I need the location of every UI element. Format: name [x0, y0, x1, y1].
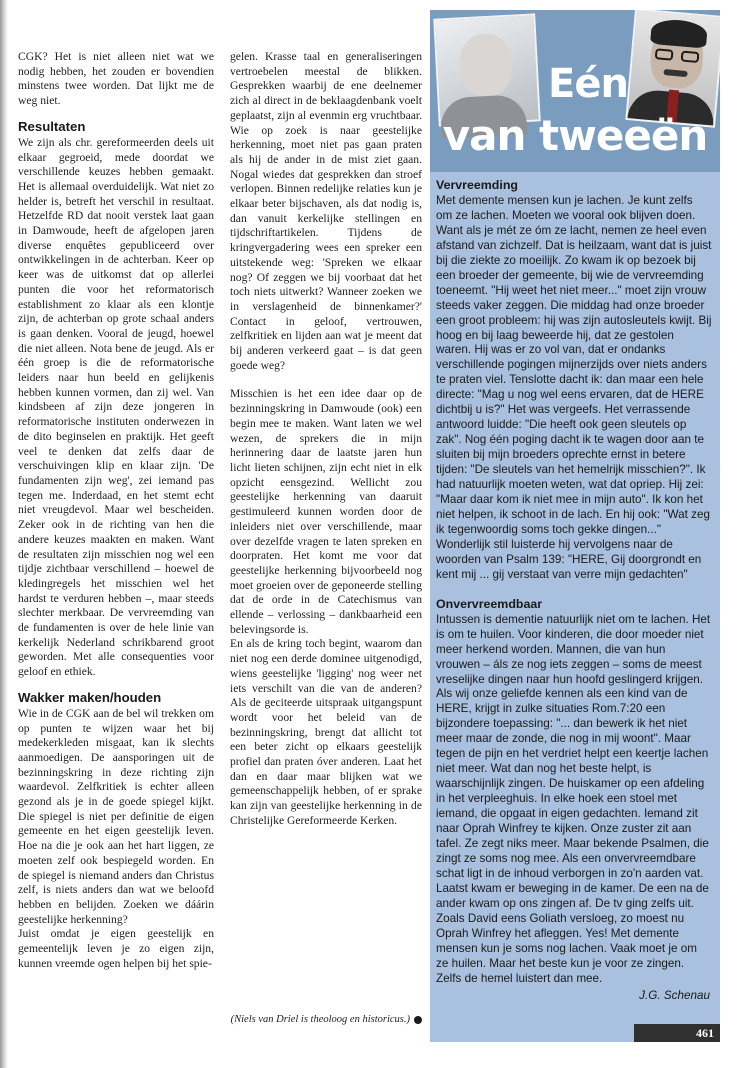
binding-shadow	[0, 0, 8, 1068]
column-left	[18, 50, 214, 971]
end-bullet-icon	[414, 1016, 422, 1024]
sidebar-title-line2: van tweeën	[442, 111, 708, 160]
middle-paragraph-2: Misschien is het een idee daar op de bezinningskring in Damwoude (ook) een begin mee te maken. Want laten we wel wezen, de sprekers die in mijn herinnering daar de laatste jaren hun licht lieten schijnen, zijn echt niet in elk opzicht eensgezind. Wellicht zou geestelijke herkenning van daaruit gestimuleerd kunnen worden door de inleiders niet over verschillende, maar over dezelfde vragen te laten spreken en doorpraten. Het komt me voor dat geestelijke herkenning bijvoorbeeld nog moet groeien over de geponeerde stelling dat de orde in de Catechismus van ellende – verlossing – dankbaarheid een belevingsorde is.	[230, 387, 422, 636]
column-middle	[230, 50, 422, 829]
sidebar-body	[430, 172, 720, 1042]
author-signature	[230, 1014, 422, 1025]
sidebar-author: J.G. Schenau	[639, 988, 710, 1002]
sidebar-title-line1: Eén	[548, 61, 628, 107]
sidebar-column	[430, 10, 720, 1042]
signature-text: (Niels van Driel is theoloog en historicus.)	[230, 1014, 410, 1025]
heading-resultaten: Resultaten	[18, 118, 86, 134]
tail-paragraph: Juist omdat je eigen geestelijk en gemeentelijk leven je zo eigen zijn, kunnen vreemde ogen helpen bij het spie-	[18, 927, 214, 970]
sidebar-banner	[430, 10, 720, 172]
page-number: 461	[634, 1024, 720, 1042]
onvervreemdbaar-paragraph: Intussen is dementie natuurlijk niet om te lachen. Het is om te huilen. Voor kinderen, die door moeder niet meer herkend worden. Mannen, die van hun vrouwen – áls ze nog iets zeggen – soms de meest vreselijke dingen naar hun hoofd geslingerd krijgen. Als wij onze geliefde kennen als een kind van de HERE, krijgt in zulke situaties Rom.7:20 een bijzondere toepassing: "... dan bewerk ik het niet meer maar de zonde, die nog in mij woont". Maar tegen de pijn en het verdriet helpt een keertje lachen niet meer. Wat dan nog het beste helpt, is waarschijnlijk zingen. De huiskamer op een afdeling in het verpleeghuis. In elke hoek een stoel met iemand, die opgaat in eigen gedachten. Iemand zit naar Oprah Winfrey te kijken. Onze zuster zit aan tafel. Ze zegt niks meer. Maar bekende Psalmen, die zingt ze soms nog mee. Als een onvervreemdbare schat ligt in de inhoud verborgen in zo'n aarden vat. Laatst kwam er beweging in de kamer. De een na de ander kwam op ons zingen af. De tv ging zelfs uit. Zoals David eens Goliath versloeg, zo moest nu Oprah Winfrey het afleggen. Yes! Met demente mensen kun je soms nog lachen. Vaak moet je om ze huilen. Maar het beste kun je voor ze zingen. Zelfs de hemel luistert dan mee.	[436, 612, 711, 985]
heading-wakker-maken: Wakker maken/houden	[18, 689, 162, 705]
heading-onvervreemdbaar: Onvervreemdbaar	[436, 596, 543, 611]
heading-vervreemding: Vervreemding	[436, 178, 518, 192]
resultaten-paragraph: We zijn als chr. gereformeerden deels uit elkaar gegroeid, mede doordat we verschillende keuzes hebben gemaakt. Het is allemaal overduidelijk. Wat niet zo helder is, betreft het verschil in resultaat. Hetzelfde RD dat nooit verstek laat gaan in Damwoude, heeft de afgelopen jaren diverse enquêtes gepubliceerd over ontwikkelingen in de achterban. Keer op keer was de uitkomst dat op allerlei punten die voor het reformatorisch establishment zo klaar als een klontje zijn, de achterban op grote schaal anders is gaan denken. Vooral de jeugd, hoewel die niet alleen. Nota bene de jeugd. Als er één groep is die de reformatorische leiders naar hun beeld en gelijkenis hebben kunnen vormen, dan zij wel. Van kindsbeen af zijn deze jongeren in reformatorische instituten onderwezen in de dito beginselen en praktijk. Het geeft veel te denken dat zelfs daar de verschuivingen klip en klaar zijn. 'De fundamenten zijn weg', zei iemand pas tegen me. Inderdaad, en het stemt echt niet vreugdevol. Maar wel bescheiden. Zeker ook in de richting van hen die andere keuzes maakten en maken. Want de resultaten zijn misschien nog wel een tijdje zichtbaar verschillend – hoewel de kledingregels het misschien wel het hardst te verduren hebben –, maar steeds slechter merkbaar. De vervreemding van de fundamenten is over de hele linie van kerkelijk Nederland schrikbarend groot geworden. Met alle consequenties voor geloof en ethiek.	[18, 135, 214, 679]
intro-paragraph: CGK? Het is niet alleen niet wat we nodig hebben, het zouden er bovendien minstens twee worden. Dat lijkt me de weg niet.	[18, 50, 214, 108]
middle-paragraph-1: gelen. Krasse taal en generaliseringen vertroebelen meestal de blikken. Gesprekken waarbij de ene deelnemer zich al direct in de beklaagdenbank voelt geplaatst, zijn al evenmin erg vruchtbaar. Wie op zoek is naar geestelijke herkenning, moet niet pas gaan praten als hij de ander in de mist ziet gaan. Nogal wiedes dat gesprekken dan stroef verlopen. Binnen redelijke relaties kun je elkaar beter bijschaven, als dat nodig is, dan vanuit kerkelijke stellingen en tijdschriftartikelen. Tijdens de kringvergadering wees een spreker een uitstekende weg: 'Spreken we elkaar nog? Of zeggen we bij voorbaat dat het toch niets uitwerkt? Wanneer zoeken we in verslagenheid de binnenkamer?' Contact in geloof, vertrouwen, zelfkritiek en lijden aan wat je meent dat bij anderen verkeerd gaat – is dat geen goede weg?	[230, 50, 422, 372]
wakker-paragraph: Wie in de CGK aan de bel wil trekken om op punten te wijzen waar het bij medekerkleden misgaat, kan ik slechts aanmoedigen. De aansporingen uit de bezinningskring in deze richting zijn waardevol. Zelfkritiek is echter alleen gezond als je in de goede spiegel kijkt. Die spiegel is niet per definitie de eigen gemeente en het eigen geestelijk leven. Hoe na die je ook aan het hart liggen, ze moeten zelf ook bespiegeld worden. En de spiegel is niemand anders dan Christus zelf, is niets anders dan wat we beloofd hebben en belijden. Zoeken we dáárin geestelijke herkenning?	[18, 706, 214, 926]
middle-paragraph-3: En als de kring toch begint, waarom dan niet nog een derde dominee uitgenodigd, wiens geestelijke 'ligging' nog weer net iets verschilt van die van de anderen? Als de geciteerde uitspraak uitgangspunt wordt voor het beleid van de bezinningskring, brengt dat allicht tot een beter zicht op elkaars geestelijk profiel dan praten óver anderen. Laat het dan en daar maar blijken wat we gemeenschappelijk hebben, of er sprake kan zijn van geestelijke herkenning in de Christelijke Gereformeerde Kerken.	[230, 637, 422, 827]
vervreemding-paragraph: Met demente mensen kun je lachen. Je kunt zelfs om ze lachen. Moeten we vooral ook blijven doen. Want als je mét ze óm ze lacht, nemen ze heel even afstand van zichzelf. Dat is heilzaam, want dat is juist bij die ziekte zo moeilijk. Zo kwam ik op bezoek bij een broeder der gemeente, bij wie de vervreemding toeneemt. "Hij weet het niet meer..." moet zijn vrouw steeds vaker zeggen. Die middag had onze broeder een groot probleem: hij was zijn autosleutels kwijt. Bij hoog en bij laag beweerde hij, dat ze gestolen waren. Hij was er zo vol van, dat er ondanks verschillende pogingen mijnerzijds over niets anders te praten viel. Tenslotte dacht ik: dan maar een hele directe: "Mag u nog wel eens ervaren, dat de HERE dichtbij u is?" Het was vergeefs. Het verrassende antwoord luidde: "Die heeft ook geen sleutels op zak". Nog één poging dacht ik te wagen door aan te sluiten bij mijn broeders oprechte ernst in betere tijden: "De sleutels van het hemelrijk misschien?". Ik had natuurlijk moeten weten, wat dat opriep. Hij zei: "Maar daar kom ik niet mee in mijn auto". Ik kon het niet helpen, ik schoot in de lach. En hij ook: "Wat zeg ik tegenwoordig soms toch gekke dingen..." Wonderlijk stil luisterde hij vervolgens naar de woorden van Psalm 139: "HERE, Gij doorgrondt en kent mij ... gij verstaat van verre mijn gedachten"	[436, 193, 712, 581]
